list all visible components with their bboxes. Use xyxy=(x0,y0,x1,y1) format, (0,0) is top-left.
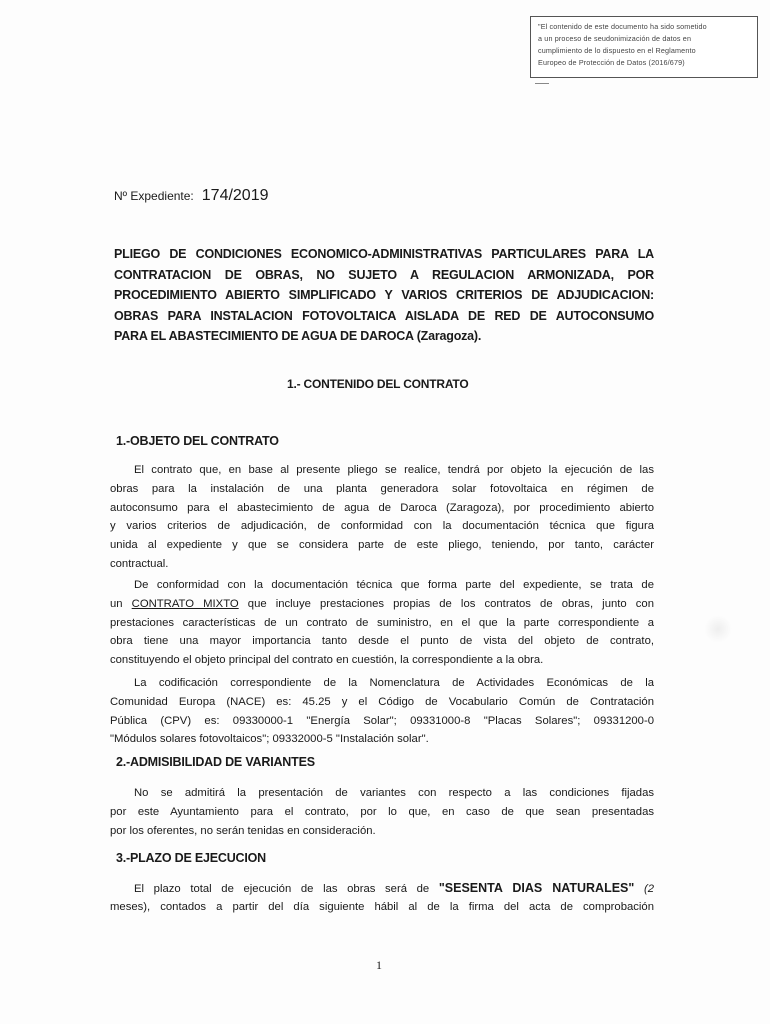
text-line: Comunidad Europa (NACE) es: 45.25 y el Código de Vocabulario Común de Contratación xyxy=(110,695,654,708)
expediente xyxy=(114,187,269,205)
text-line xyxy=(110,879,654,898)
text-line: "Módulos solares fotovoltaicos"; 09332000-5 "Instalación solar". xyxy=(110,733,429,746)
title-line: CONTRATACION DE OBRAS, NO SUJETO A REGULACION ARMONIZADA, POR xyxy=(114,267,654,282)
text-line: por este Ayuntamiento para el contrato, por lo que, en caso de que sean presentadas xyxy=(110,805,654,818)
notice-line: cumplimiento de lo dispuesto en el Reglamento xyxy=(538,46,696,55)
heading-plazo: 3.-PLAZO DE EJECUCION xyxy=(116,851,266,865)
text-line: No se admitirá la presentación de variantes con respecto a las condiciones fijadas xyxy=(134,787,654,799)
title-line: OBRAS PARA INSTALACION FOTOVOLTAICA AISLADA DE RED DE AUTOCONSUMO xyxy=(114,308,654,323)
text-line xyxy=(110,595,654,614)
text-line: y varios criterios de adjudicación, de conformidad con la documentación técnica que figura xyxy=(110,520,654,533)
page-number: 1 xyxy=(376,958,382,972)
paragraph-plazo xyxy=(110,879,654,917)
text-fragment: que incluye prestaciones propias de los contratos de obras, junto con xyxy=(238,597,654,610)
notice-line: Europeo de Protección de Datos (2016/679) xyxy=(538,58,685,67)
paragraph-objeto-3 xyxy=(110,674,654,749)
data-protection-notice xyxy=(530,16,758,78)
text-line: Pública (CPV) es: 09330000-1 "Energía Solar"; 09331000-8 "Placas Solares"; 09331200-0 xyxy=(110,714,654,727)
expediente-number: 174/2019 xyxy=(201,187,269,204)
text-line: obras para la instalación de una planta generadora solar fotovoltaica en régimen de xyxy=(110,482,654,495)
text-line: obra tiene una mayor importancia tanto desde el punto de vista del objeto de contrato, xyxy=(110,635,654,648)
text-line: autoconsumo para el abastecimiento de agua de Daroca (Zaragoza), por procedimiento abierto xyxy=(110,501,654,514)
text-line: unida al expediente y que se considera parte de este pliego, teniendo, por tanto, carácter xyxy=(110,539,654,552)
scan-smudge xyxy=(704,615,732,643)
text-line: constituyendo el objeto principal del contrato en cuestión, la correspondiente a la obra. xyxy=(110,654,544,667)
text-line: por los oferentes, no serán tenidas en consideración. xyxy=(110,824,376,837)
text-line: contractual. xyxy=(110,557,169,570)
heading-variantes: 2.-ADMISIBILIDAD DE VARIANTES xyxy=(116,755,315,769)
text-line: prestaciones características de un contrato de suministro, en el que la parte correspondiente a xyxy=(110,616,654,629)
text-line: meses), contados a partir del día siguiente hábil al de la firma del acta de comprobación xyxy=(110,900,654,913)
text-line: La codificación correspondiente de la Nomenclatura de Actividades Económicas de la xyxy=(134,677,654,689)
title-line: PROCEDIMIENTO ABIERTO SIMPLIFICADO Y VARIOS CRITERIOS DE ADJUDICACION: xyxy=(114,288,654,302)
document-title xyxy=(114,244,654,347)
expediente-label: Nº Expediente: xyxy=(114,189,194,203)
paragraph-variantes xyxy=(110,784,654,840)
title-line: PARA EL ABASTECIMIENTO DE AGUA DE DAROCA (Zaragoza). xyxy=(114,329,482,343)
paragraph-objeto-2 xyxy=(110,576,654,670)
title-line: PLIEGO DE CONDICIONES ECONOMICO-ADMINISTRATIVAS PARTICULARES PARA LA xyxy=(114,247,654,261)
paragraph-objeto-1 xyxy=(110,461,654,574)
contrato-mixto-term: CONTRATO MIXTO xyxy=(131,597,239,610)
text-fragment: El plazo total de ejecución de las obras será de xyxy=(134,883,430,895)
notice-line: "El contenido de este documento ha sido sometido xyxy=(538,22,707,31)
text-fragment: un xyxy=(110,597,132,610)
heading-objeto: 1.-OBJETO DEL CONTRATO xyxy=(116,434,279,448)
text-fragment: (2 xyxy=(643,883,654,895)
notice-line: a un proceso de seudonimización de datos en xyxy=(538,34,692,43)
plazo-duration: "SESENTA DIAS NATURALES" xyxy=(438,881,635,895)
notice-underline xyxy=(535,83,549,84)
section-heading: 1.- CONTENIDO DEL CONTRATO xyxy=(287,377,469,391)
text-line: De conformidad con la documentación técnica que forma parte del expediente, se trata de xyxy=(134,579,654,591)
text-line: El contrato que, en base al presente pliego se realice, tendrá por objeto la ejecución de las xyxy=(134,464,654,476)
